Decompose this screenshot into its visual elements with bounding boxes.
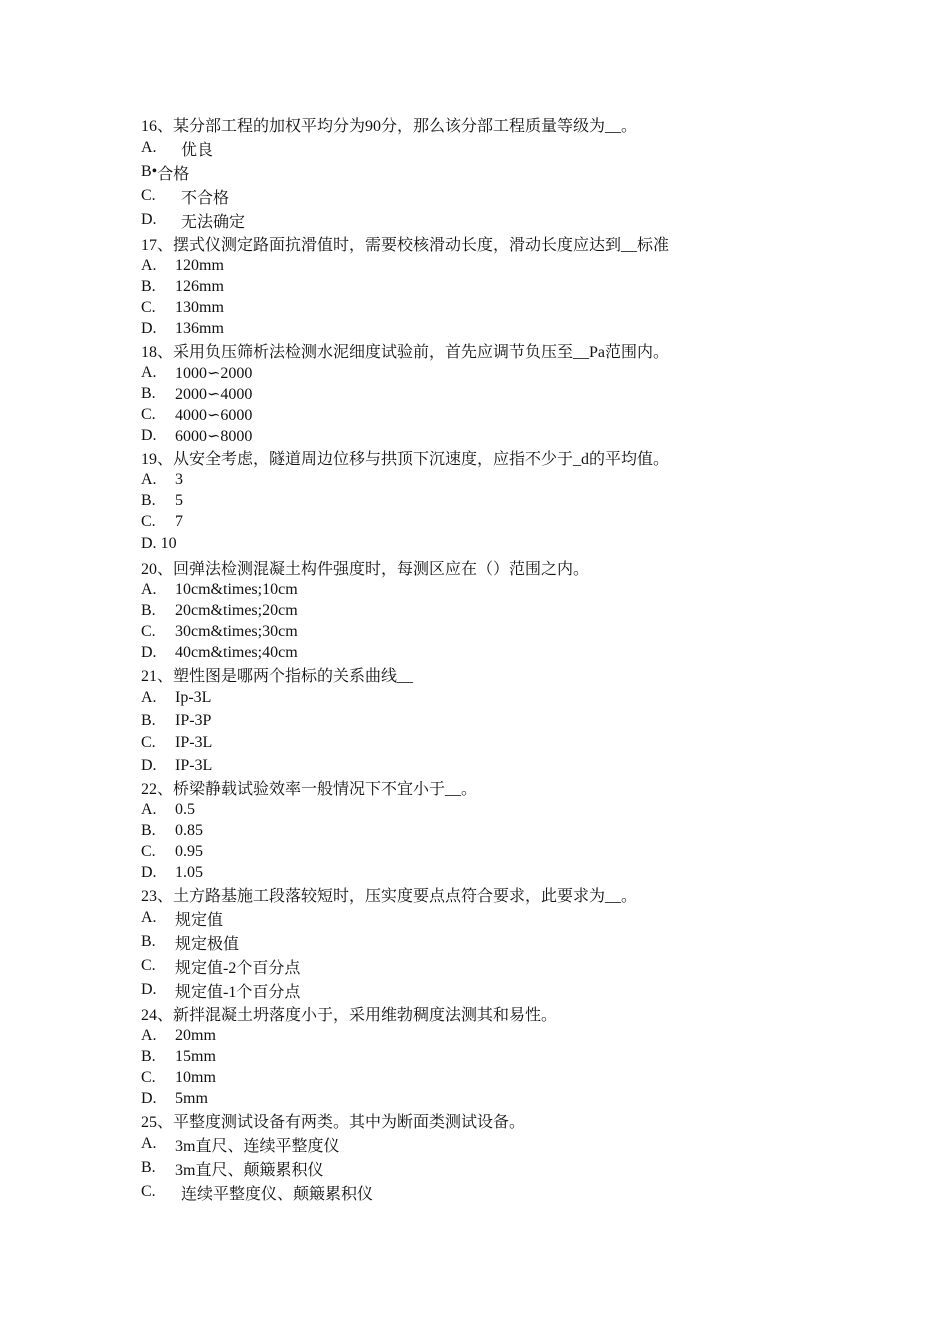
option bbox=[141, 755, 841, 776]
option-text: IP-3L bbox=[175, 734, 213, 751]
document-body bbox=[141, 113, 841, 1204]
option bbox=[141, 841, 841, 862]
option-text: 2000∽4000 bbox=[175, 385, 253, 403]
option-label: A. bbox=[141, 139, 157, 156]
option-label: A. bbox=[141, 580, 157, 598]
option-label: D. bbox=[141, 426, 157, 444]
option-label: B. bbox=[141, 1047, 156, 1065]
option-text: 6000∽8000 bbox=[175, 427, 253, 445]
option-label: C. bbox=[141, 1183, 156, 1200]
question-stem: 19、从安全考虑，隧道周边位移与拱顶下沉速度，应指不少于_d的平均值。 bbox=[141, 451, 670, 468]
option-label: A. bbox=[141, 470, 157, 488]
question-stem: 17、摆式仪测定路面抗滑值时，需要校核滑动长度，滑动长度应达到__标准 bbox=[141, 237, 670, 254]
option-label: D. bbox=[141, 863, 157, 881]
option-text: 连续平整度仪、颠簸累积仪 bbox=[181, 1185, 374, 1203]
option bbox=[141, 404, 841, 425]
option-label: B. bbox=[141, 1159, 156, 1176]
option-text: 0.85 bbox=[175, 821, 203, 839]
option-label: B. bbox=[141, 384, 156, 402]
option-label: A. bbox=[141, 256, 157, 274]
option bbox=[141, 383, 841, 404]
option bbox=[141, 906, 841, 930]
option bbox=[141, 579, 841, 600]
question-stem: 16、某分部工程的加权平均分为90分，那么该分部工程质量等级为__。 bbox=[141, 118, 638, 135]
option-text: 10mm bbox=[175, 1068, 216, 1086]
option-label: A. bbox=[141, 909, 157, 926]
option-label: B. bbox=[141, 711, 156, 729]
option-text: 10 bbox=[160, 535, 177, 552]
option-label: C. bbox=[141, 622, 156, 640]
option-text: 规定值-1个百分点 bbox=[175, 983, 301, 1001]
option-label: D. bbox=[141, 1089, 157, 1107]
option-label: B. bbox=[141, 601, 156, 619]
option bbox=[141, 1067, 841, 1088]
option bbox=[141, 731, 841, 755]
question-stem: 21、塑性图是哪两个指标的关系曲线__ bbox=[141, 668, 414, 685]
option-text: 20mm bbox=[175, 1026, 216, 1044]
option-text: IP-3L bbox=[175, 756, 213, 774]
option-text: 15mm bbox=[175, 1047, 216, 1065]
option bbox=[141, 160, 841, 184]
option-text: 7 bbox=[175, 512, 183, 530]
option bbox=[141, 862, 841, 883]
option-label: C. bbox=[141, 1068, 156, 1086]
option-label: C. bbox=[141, 512, 156, 530]
option bbox=[141, 642, 841, 663]
option-text: 规定极值 bbox=[175, 935, 240, 953]
option-text: 优良 bbox=[181, 141, 214, 159]
option-label: B. bbox=[141, 933, 156, 950]
option-label: B. bbox=[141, 277, 156, 295]
option-label: C. bbox=[141, 842, 156, 860]
option-text: 30cm&times;30cm bbox=[175, 622, 298, 640]
option-text: 规定值 bbox=[175, 911, 224, 929]
option bbox=[141, 799, 841, 820]
option-text: 不合格 bbox=[181, 189, 230, 207]
option bbox=[141, 621, 841, 642]
option bbox=[141, 930, 841, 954]
option-text: 1.05 bbox=[175, 863, 203, 881]
option-label: D. bbox=[141, 211, 157, 228]
option bbox=[141, 978, 841, 1002]
option-text: 0.5 bbox=[175, 800, 195, 818]
option-label: A. bbox=[141, 363, 157, 381]
option-label: C. bbox=[141, 298, 156, 316]
option bbox=[141, 297, 841, 318]
option bbox=[141, 686, 841, 710]
option bbox=[141, 184, 841, 208]
option-text: IP-3P bbox=[175, 711, 212, 729]
option-text: 10cm&times;10cm bbox=[175, 580, 298, 598]
option bbox=[141, 1132, 841, 1156]
option-label: C. bbox=[141, 187, 156, 204]
option-label: D. bbox=[141, 643, 157, 661]
option bbox=[141, 820, 841, 841]
option bbox=[141, 1180, 841, 1204]
option bbox=[141, 208, 841, 232]
option bbox=[141, 362, 841, 383]
option-label: C. bbox=[141, 734, 156, 751]
option-label: A. bbox=[141, 800, 157, 818]
option-text: 126mm bbox=[175, 277, 224, 295]
question-stem: 18、采用负压筛析法检测水泥细度试验前，首先应调节负压至__Pa范围内。 bbox=[141, 344, 670, 361]
option-label: C. bbox=[141, 957, 156, 974]
option bbox=[141, 490, 841, 511]
option-label: D. bbox=[141, 756, 157, 774]
option-text: 5 bbox=[175, 491, 183, 509]
option-label: D. bbox=[141, 319, 157, 337]
option-text: 120mm bbox=[175, 256, 224, 274]
option bbox=[141, 425, 841, 446]
option-text: 合格 bbox=[157, 165, 190, 183]
question-stem: 20、回弹法检测混凝土构件强度时，每测区应在（）范围之内。 bbox=[141, 561, 590, 578]
option-text: 4000∽6000 bbox=[175, 406, 253, 424]
option bbox=[141, 276, 841, 297]
option-text: 136mm bbox=[175, 319, 224, 337]
option-text: Ip-3L bbox=[175, 689, 212, 706]
option-text: 3m直尺、连续平整度仪 bbox=[175, 1137, 340, 1155]
option-text: 40cm&times;40cm bbox=[175, 643, 298, 661]
option bbox=[141, 1156, 841, 1180]
option-text: 3 bbox=[175, 470, 183, 488]
option bbox=[141, 1046, 841, 1067]
option-text: 130mm bbox=[175, 298, 224, 316]
option bbox=[141, 1088, 841, 1109]
option bbox=[141, 318, 841, 339]
option bbox=[141, 600, 841, 621]
option-label: A. bbox=[141, 1135, 157, 1152]
option bbox=[141, 954, 841, 978]
option bbox=[141, 255, 841, 276]
option-label: A. bbox=[141, 1026, 157, 1044]
option bbox=[141, 1025, 841, 1046]
option-text: 无法确定 bbox=[181, 213, 246, 231]
option bbox=[141, 511, 841, 532]
option-text: 0.95 bbox=[175, 842, 203, 860]
option bbox=[141, 532, 841, 556]
option-text: 20cm&times;20cm bbox=[175, 601, 298, 619]
option-label: B. bbox=[141, 491, 156, 509]
option-label: D. bbox=[141, 535, 157, 552]
option-text: 规定值-2个百分点 bbox=[175, 959, 301, 977]
option-label: A. bbox=[141, 689, 157, 706]
question-stem: 24、新拌混凝土坍落度小于，采用维勃稠度法测其和易性。 bbox=[141, 1007, 558, 1024]
question-stem: 25、平整度测试设备有两类。其中为断面类测试设备。 bbox=[141, 1114, 526, 1131]
option bbox=[141, 469, 841, 490]
option-label: B. bbox=[141, 821, 156, 839]
option bbox=[141, 136, 841, 160]
option-text: 1000∽2000 bbox=[175, 364, 253, 382]
question-stem: 22、桥梁静载试验效率一般情况下不宜小于__。 bbox=[141, 781, 478, 798]
option-text: 5mm bbox=[175, 1089, 208, 1107]
option-label: D. bbox=[141, 981, 157, 998]
option bbox=[141, 710, 841, 731]
option-label: C. bbox=[141, 405, 156, 423]
option-label: B• bbox=[141, 163, 158, 180]
question-stem: 23、土方路基施工段落较短时，压实度要点点符合要求，此要求为__。 bbox=[141, 888, 638, 905]
option-text: 3m直尺、颠簸累积仪 bbox=[175, 1161, 324, 1179]
